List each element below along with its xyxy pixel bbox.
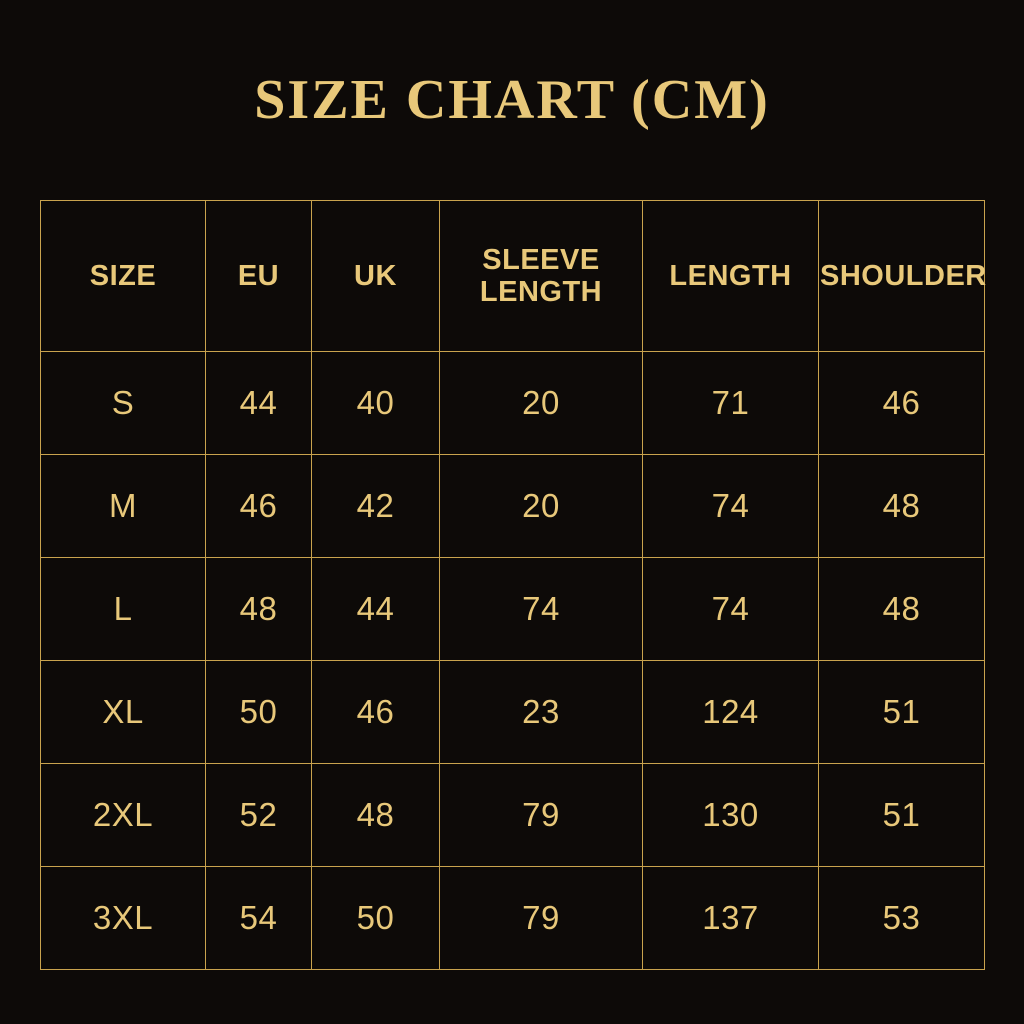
table-row [41, 867, 985, 970]
cell-shoulder: 53 [819, 867, 985, 970]
cell-eu: 50 [206, 661, 312, 764]
table-row [41, 661, 985, 764]
cell-length: 124 [643, 661, 819, 764]
column-header-shoulder: SHOULDER [819, 201, 985, 352]
cell-length: 130 [643, 764, 819, 867]
column-header-length: LENGTH [643, 201, 819, 352]
cell-shoulder: 48 [819, 558, 985, 661]
cell-sleeve-length: 74 [440, 558, 643, 661]
cell-shoulder: 46 [819, 352, 985, 455]
cell-uk: 42 [312, 455, 440, 558]
table-body [41, 352, 985, 970]
cell-length: 74 [643, 455, 819, 558]
cell-size: 2XL [41, 764, 206, 867]
table-row [41, 558, 985, 661]
cell-uk: 40 [312, 352, 440, 455]
cell-eu: 44 [206, 352, 312, 455]
cell-uk: 48 [312, 764, 440, 867]
cell-size: M [41, 455, 206, 558]
cell-sleeve-length: 79 [440, 764, 643, 867]
cell-shoulder: 48 [819, 455, 985, 558]
column-header-size: SIZE [41, 201, 206, 352]
cell-eu: 52 [206, 764, 312, 867]
column-header-sleeve-length: SLEEVE LENGTH [440, 201, 643, 352]
cell-uk: 50 [312, 867, 440, 970]
table-row [41, 764, 985, 867]
cell-size: S [41, 352, 206, 455]
cell-uk: 44 [312, 558, 440, 661]
size-chart-table [40, 200, 985, 970]
table-row [41, 352, 985, 455]
cell-length: 137 [643, 867, 819, 970]
cell-eu: 46 [206, 455, 312, 558]
table-row [41, 455, 985, 558]
size-chart-table-container [40, 200, 987, 970]
cell-sleeve-length: 23 [440, 661, 643, 764]
column-header-eu: EU [206, 201, 312, 352]
table-header [41, 201, 985, 352]
cell-sleeve-length: 79 [440, 867, 643, 970]
cell-size: L [41, 558, 206, 661]
cell-eu: 54 [206, 867, 312, 970]
table-header-row [41, 201, 985, 352]
cell-sleeve-length: 20 [440, 352, 643, 455]
cell-size: XL [41, 661, 206, 764]
cell-length: 74 [643, 558, 819, 661]
cell-shoulder: 51 [819, 764, 985, 867]
cell-eu: 48 [206, 558, 312, 661]
cell-shoulder: 51 [819, 661, 985, 764]
cell-size: 3XL [41, 867, 206, 970]
page-title: SIZE CHART (CM) [254, 69, 770, 131]
cell-length: 71 [643, 352, 819, 455]
column-header-uk: UK [312, 201, 440, 352]
cell-sleeve-length: 20 [440, 455, 643, 558]
cell-uk: 46 [312, 661, 440, 764]
